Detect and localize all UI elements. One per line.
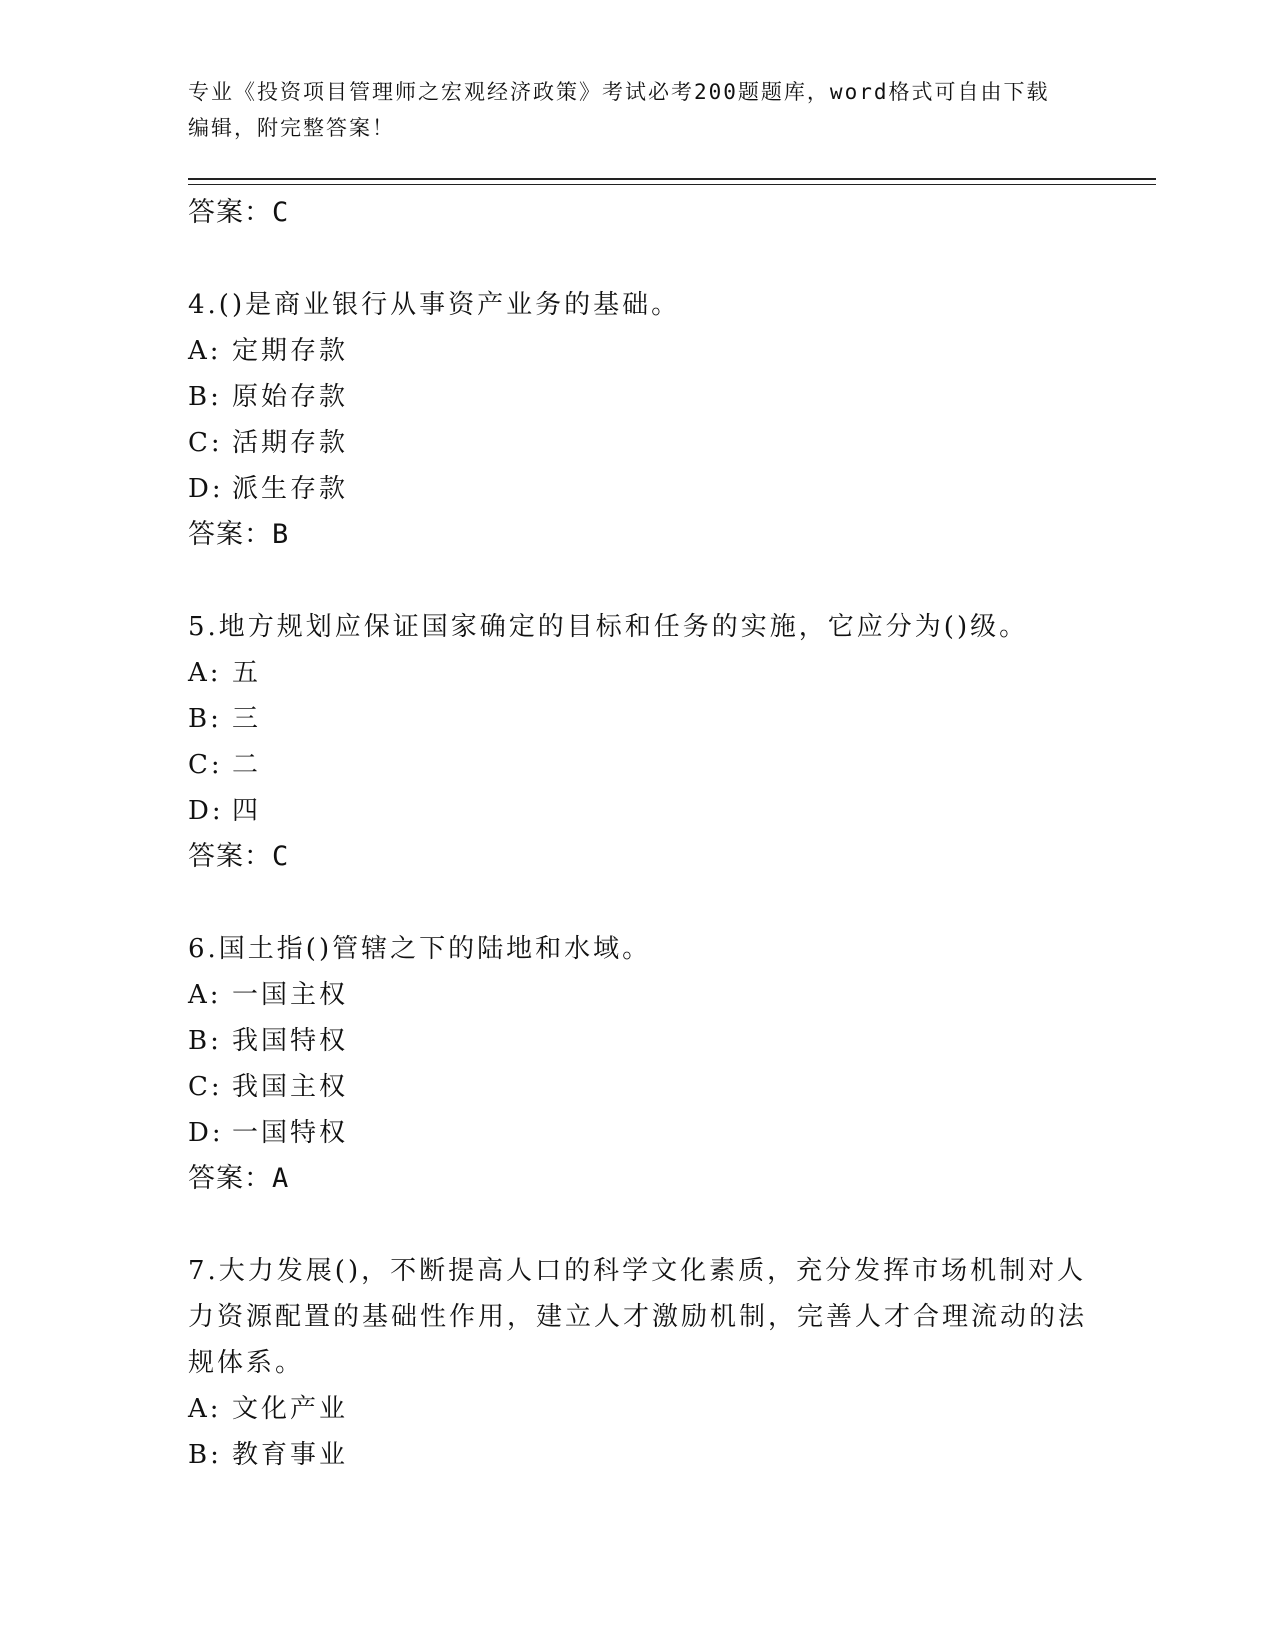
option-key: D: xyxy=(188,796,224,826)
option-a xyxy=(188,650,1088,696)
header-divider-thin xyxy=(188,184,1156,185)
answer-line: 答案：B xyxy=(188,519,290,550)
question-block xyxy=(188,282,1088,558)
option-key: D: xyxy=(188,1118,224,1148)
option-d xyxy=(188,466,1088,512)
option-key: B: xyxy=(188,382,222,412)
option-b xyxy=(188,1432,1088,1478)
option-a xyxy=(188,1386,1088,1432)
document-body xyxy=(188,190,1088,1478)
option-c xyxy=(188,420,1088,466)
option-a xyxy=(188,328,1088,374)
option-key: A: xyxy=(188,1394,222,1424)
option-a xyxy=(188,972,1088,1018)
question-block xyxy=(188,604,1088,880)
option-text: 一国特权 xyxy=(232,1118,349,1148)
question-block xyxy=(188,926,1088,1202)
option-c xyxy=(188,742,1088,788)
option-text: 我国主权 xyxy=(232,1072,349,1102)
question-text: 5.地方规划应保证国家确定的目标和任务的实施，它应分为()级。 xyxy=(188,612,1029,642)
option-text: 原始存款 xyxy=(232,382,349,412)
option-key: C: xyxy=(188,428,223,458)
option-text: 定期存款 xyxy=(232,336,349,366)
option-b xyxy=(188,1018,1088,1064)
option-key: B: xyxy=(188,1440,222,1470)
option-text: 三 xyxy=(232,704,262,734)
option-c xyxy=(188,1064,1088,1110)
option-b xyxy=(188,696,1088,742)
answer-line: 答案：A xyxy=(188,1163,290,1194)
option-key: A: xyxy=(188,336,222,366)
question-text: 4.()是商业银行从事资产业务的基础。 xyxy=(188,290,681,320)
question-text: 7.大力发展()，不断提高人口的科学文化素质，充分发挥市场机制对人力资源配置的基础性作用，建立人才激励机制，完善人才合理流动的法规体系。 xyxy=(188,1256,1088,1378)
option-key: C: xyxy=(188,750,223,780)
option-text: 五 xyxy=(232,658,262,688)
option-key: B: xyxy=(188,704,222,734)
option-text: 四 xyxy=(232,796,262,826)
document-header: 专业《投资项目管理师之宏观经济政策》考试必考200题题库，word格式可自由下载编辑，附完整答案！ xyxy=(188,80,1050,140)
question-text: 6.国土指()管辖之下的陆地和水域。 xyxy=(188,934,652,964)
option-text: 派生存款 xyxy=(232,474,349,504)
option-text: 活期存款 xyxy=(232,428,349,458)
option-key: B: xyxy=(188,1026,222,1056)
option-key: A: xyxy=(188,980,222,1010)
answer-line: 答案：C xyxy=(188,197,290,228)
option-text: 一国主权 xyxy=(232,980,349,1010)
option-text: 文化产业 xyxy=(232,1394,349,1424)
option-d xyxy=(188,1110,1088,1156)
question-block xyxy=(188,1248,1088,1478)
option-text: 我国特权 xyxy=(232,1026,349,1056)
option-b xyxy=(188,374,1088,420)
header-divider-thick xyxy=(188,178,1156,180)
answer-line: 答案：C xyxy=(188,841,290,872)
option-text: 二 xyxy=(232,750,262,780)
option-key: A: xyxy=(188,658,222,688)
option-text: 教育事业 xyxy=(232,1440,349,1470)
option-key: C: xyxy=(188,1072,223,1102)
option-key: D: xyxy=(188,474,224,504)
option-d xyxy=(188,788,1088,834)
